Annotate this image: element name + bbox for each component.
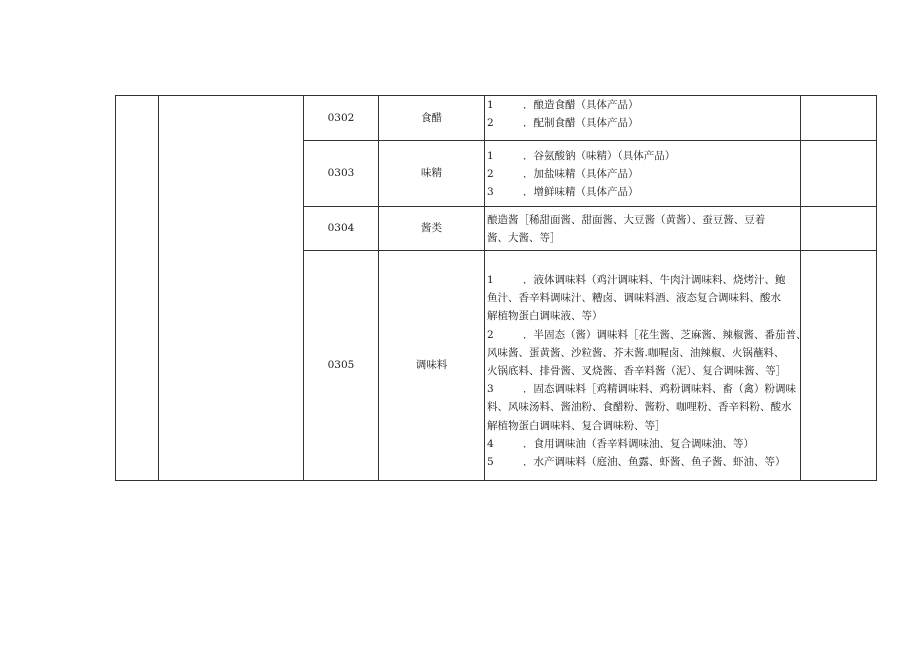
list-item: 4 ．食用调味油（香辛料调味油、复合调味油、等） — [487, 437, 754, 450]
list-item: 2 ．半固态（酱）调味料［花生酱、芝麻酱、辣椒酱、番茄普、 — [487, 328, 807, 341]
description-cell — [485, 141, 801, 207]
list-item: 1 ．酿造食醋（具体产品） — [487, 99, 639, 111]
description-cell: 酿造酱［稀甜面酱、甜面酱、大豆酱（黄酱）、蚕豆酱、豆着 酱、大酱、等］ — [485, 207, 801, 251]
blank-column-1 — [116, 96, 159, 481]
name-cell: 味精 — [379, 141, 485, 207]
list-item: 1 ．液体调味料（鸡汁调味料、牛肉汁调味料、烧烤汁、鲍 — [487, 274, 786, 286]
name-cell: 食醋 — [379, 96, 485, 141]
list-item: 2 ．加盐味精（具体产品） — [487, 168, 639, 181]
list-item: 3 ．固态调味料［鸡精调味料、鸡粉调味料、畜（禽）粉调味 — [487, 383, 796, 396]
name-cell: 酱类 — [379, 207, 485, 251]
list-item: 5 ．水产调味料（庭油、鱼露、虾酱、鱼子酱、虾油、等） — [487, 456, 786, 469]
list-item: 2 ．配制食醋（具体产品） — [487, 117, 639, 130]
code-cell: 0303 — [304, 141, 379, 207]
table-row-0302 — [116, 96, 877, 141]
remarks-cell — [801, 207, 877, 251]
product-category-table — [115, 95, 877, 481]
code-cell: 0305 — [304, 251, 379, 481]
remarks-cell — [801, 251, 877, 481]
remarks-cell — [801, 96, 877, 141]
code-cell: 0304 — [304, 207, 379, 251]
list-item: 3 ．增鲜味精（具体产品） — [487, 186, 639, 199]
list-item: 1 ．谷氨酸钠（味精）（具体产品） — [487, 150, 676, 162]
remarks-cell — [801, 141, 877, 207]
description-cell: 1 ．液体调味料（鸡汁调味料、牛肉汁调味料、烧烤汁、鲍 鱼汁、香辛料调味汁、糟卤、调味料酒、液态复合调味料、酸水 解植物蛋白调味液、等） 2 ．半固态（酱）调味料［花生酱、芝麻酱、辣椒酱、番茄普、 风味酱、蛋黄酱、沙粒酱、芥末酱.咖喔卤、油辣椒、火锅蘸料、 火锅底料、排骨酱、叉烧酱、香辛料酱（泥）、复合调味酱、等］ 3 ．固态调味料［鸡精调味料、鸡粉调味料、畜（禽）粉调味 料、风味汤料、酱油粉、食醋粉、酱粉、咖哩粉、香辛料粉、酸水 解植物蛋白调味料、复合调味粉、等］ 4 ．食用调味油（香辛料调味油、复合调味油、等） 5 ．水产调味料（庭油、鱼露、虾酱、鱼子酱、虾油、等） — [485, 251, 801, 481]
code-cell: 0302 — [304, 96, 379, 141]
description-cell — [485, 96, 801, 141]
blank-column-2 — [159, 96, 304, 481]
name-cell: 调味料 — [379, 251, 485, 481]
